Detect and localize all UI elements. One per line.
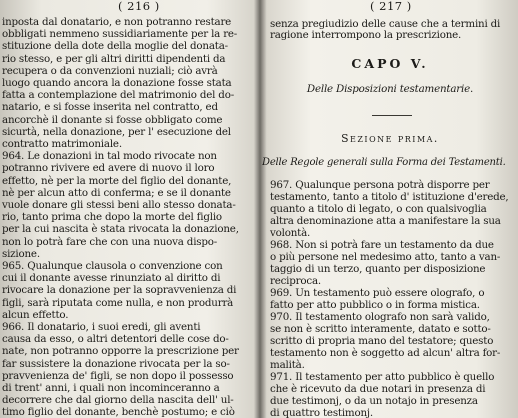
text-line: nate, non potranno opporre la prescrizione per <box>2 345 239 358</box>
text-line: contratto matrimoniale. <box>2 138 122 150</box>
text-line: far sussistere la donazione rivocata per la so- <box>2 357 230 370</box>
text-line: scritto di propria mano del testatore; questo <box>270 335 494 347</box>
text-line: testamento non è soggetto ad alcun' altra for- <box>270 347 501 359</box>
text-line: 970. Il testamento olografo non sarà valido, <box>270 311 490 323</box>
text-line: figli, sarà riputata come nulla, e non produrrà <box>2 296 234 309</box>
text-line: 968. Non si potrà fare un testamento da due <box>270 239 494 251</box>
text-line: altra denominazione atta a manifestare la sua <box>270 215 501 227</box>
text-line: volontà. <box>270 227 311 239</box>
text-line: rio stesso, e per gli altri diritti dipendenti da <box>2 52 226 65</box>
text-line: sizione. <box>2 247 40 260</box>
text-line: per la cui nascita è stata rivocata la donazione, <box>2 223 239 236</box>
text-line: causa da esso, o altri detentori delle cose do- <box>2 333 229 346</box>
text-line: non lo potrà fare che con una nuova dispo- <box>2 235 218 248</box>
text-line: fatto per atto pubblico o in forma mistica. <box>270 299 480 311</box>
divider-rule <box>372 115 412 116</box>
text-line: rio, tanto prima che dopo la morte del figlio <box>2 211 222 224</box>
text-line: taggio di un terzo, quanto per disposizione <box>270 263 486 275</box>
text-line: due testimonj, o da un notajo in presenza <box>270 395 478 407</box>
text-line: inposta dal donatario, e non potranno restare <box>2 16 232 28</box>
text-line: di trent' anni, i quali non incominceranno a <box>2 382 220 394</box>
text-line: rivocare la donazione per la sopravvenienza di <box>2 284 237 297</box>
text-line: cui il donante avesse rinunziato al diritto di <box>2 272 221 285</box>
text-line: recupera o da convenzioni nuziali; ciò avrà <box>2 64 218 77</box>
text-line: vuole donare gli stessi beni allo stesso donata- <box>2 199 236 211</box>
text-line: 967. Qualunque persona potrà disporre per <box>270 179 490 191</box>
text-line: nè per alcun atto di conferma; e se il donante <box>2 186 231 199</box>
chapter-subtitle: Delle Disposizioni testamentarie. <box>306 83 474 95</box>
text-line: stituzione della dote della moglie del donata- <box>2 40 228 53</box>
text-line: obbligati nemmeno sussidiariamente per la re- <box>2 28 238 41</box>
text-line: sicurtà, nella donazione, per l' esecuzione del <box>2 125 231 138</box>
section-title: Sezione prima. <box>341 132 439 145</box>
text-line: fatta a contemplazione del matrimonio del do- <box>2 89 234 102</box>
text-line: potranno rivivere ed avere di nuovo il loro <box>2 162 215 175</box>
section-subtitle: Delle Regole generali sulla Forma dei Testamenti. <box>262 157 506 168</box>
text-line: decorrere che dal giorno della nascita dell' ul- <box>2 394 234 407</box>
right-page <box>262 0 518 418</box>
text-line: luogo quando ancora la donazione fosse stata <box>2 77 232 89</box>
right-top-line-1: senza pregiudizio delle cause che a termini di <box>270 18 501 30</box>
text-line: di quattro testimonj. <box>270 407 373 418</box>
left-page-number: ( 216 ) <box>118 0 160 13</box>
text-line: 969. Un testamento può essere olografo, o <box>270 287 485 299</box>
text-line: malità. <box>270 359 305 371</box>
chapter-title: CAPO V. <box>351 56 429 71</box>
right-page-number: ( 217 ) <box>370 0 412 13</box>
text-line: 965. Qualunque clausola o convenzione con <box>2 260 223 272</box>
text-line: testamento, tanto a titolo d' istituzione d'erede, <box>270 191 509 203</box>
text-line: o più persone nel medesimo atto, tanto a van- <box>270 251 501 263</box>
right-top-line-2: ragione interrompono la prescrizione. <box>270 29 462 41</box>
text-line: ancorchè il donante si fosse obbligato come <box>2 113 223 126</box>
text-line: 971. Il testamento per atto pubblico è quello <box>270 371 495 383</box>
text-line: timo figlio del donante, benchè postumo; e ciò <box>2 406 235 418</box>
text-line: pravvenienza de' figli, se non dopo il possesso <box>2 369 234 382</box>
text-line: alcun effetto. <box>2 308 69 321</box>
text-line: effetto, nè per la morte del figlio del donante, <box>2 174 232 187</box>
text-line: quanto a titolo di legato, o con qualsivoglia <box>270 203 487 215</box>
text-line: natario, e si fosse inserita nel contratto, ed <box>2 101 218 114</box>
text-line: se non è scritto interamente, datato e sotto- <box>270 323 491 335</box>
text-line: che è ricevuto da due notari in presenza di <box>270 383 486 395</box>
text-line: 964. Le donazioni in tal modo rivocate non <box>2 150 217 163</box>
left-page <box>0 0 252 418</box>
text-line: 966. Il donatario, i suoi eredi, gli aventi <box>2 321 201 333</box>
text-line: reciproca. <box>270 275 321 287</box>
